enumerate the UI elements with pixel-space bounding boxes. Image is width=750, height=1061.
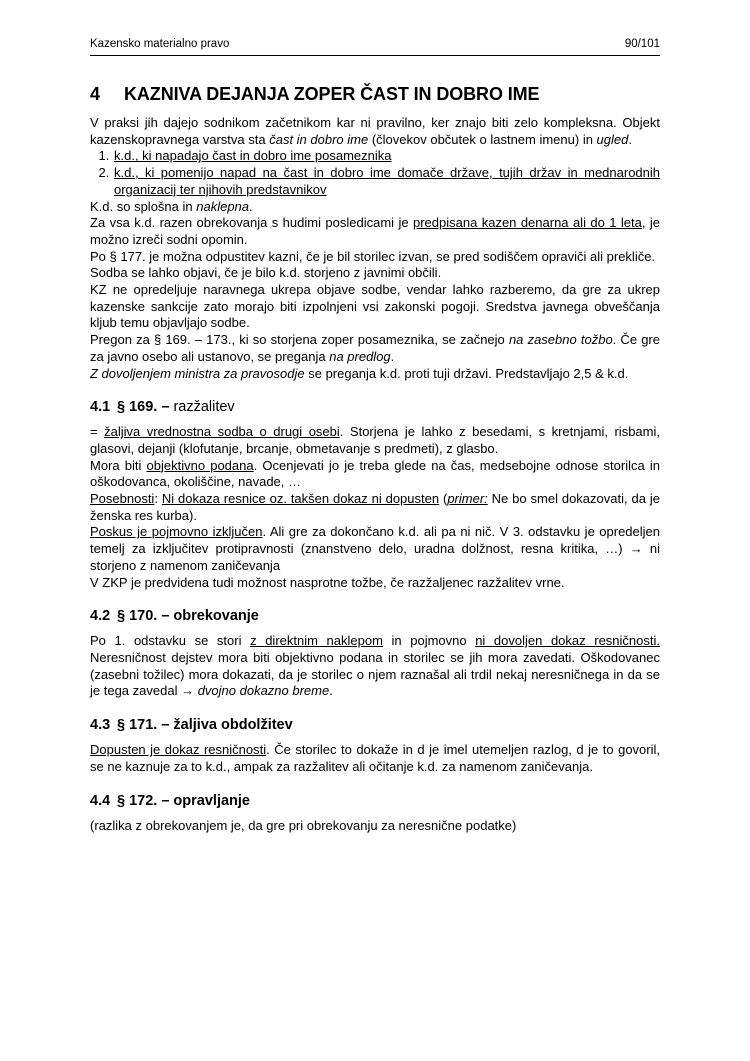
- text-run: in pojmovno: [382, 633, 476, 649]
- document-body: [90, 84, 660, 834]
- heading-number: 4.1: [90, 399, 111, 416]
- text-run: (človekov občutek o lastnem imenu) in: [368, 131, 597, 147]
- text-run: na predlog: [329, 348, 391, 364]
- text-run: Pregon za § 169. – 173., ki so storjena zoper posameznika, se začnejo: [90, 332, 509, 348]
- heading-number: 4: [90, 84, 100, 104]
- heading-number: 4.3: [90, 717, 111, 734]
- paragraph: [90, 491, 660, 524]
- text-run: V ZKP je predvidena tudi možnost nasprotne tožbe, če razžaljenec razžalitev vrne.: [90, 574, 565, 590]
- paragraph: [90, 818, 660, 835]
- text-run: . Če gre za javno osebo ali ustanovo, se preganja: [90, 332, 660, 364]
- text-run: naklepna: [196, 198, 250, 214]
- text-run: .: [390, 348, 395, 364]
- heading-number: 4.4: [90, 792, 111, 809]
- heading-number: 4.2: [90, 608, 111, 625]
- text-run: .: [329, 683, 333, 699]
- text-run: Ne bo smel dokazovati, da je ženska res kurba).: [90, 491, 660, 523]
- text-run: Po 1. odstavku se stori: [90, 633, 251, 649]
- text-run: Mora biti: [90, 457, 147, 473]
- section-heading: [90, 608, 660, 625]
- text-run: . Ali gre za dokončano k.d. ali pa ni nič. V 3. odstavku je opredeljen temelj za izključitev protipravnosti (znanstveno delo, uradna dolžnost, resna kritika, …) → ni storjeno z namenom zaničevanja: [90, 524, 661, 573]
- paragraph: [90, 458, 660, 491]
- text-run: se preganja k.d. proti tuji državi. Predstavljajo 2,5 & k.d.: [304, 365, 629, 381]
- header-title: Kazensko materialno pravo: [90, 38, 230, 50]
- text-run: Posebnosti: [90, 491, 155, 507]
- paragraph: [90, 265, 660, 282]
- text-run: žaljiva vrednostna sodba o drugi osebi: [104, 424, 340, 440]
- chapter-heading: [90, 84, 660, 105]
- list-item: [113, 148, 660, 165]
- text-run: .: [249, 198, 253, 214]
- paragraph: [90, 199, 660, 216]
- text-run: K.d. so splošna in: [90, 198, 197, 214]
- list-item: [113, 165, 660, 198]
- paragraph: [90, 742, 660, 775]
- text-run: k.d., ki pomenijo napad na čast in dobro ime domače države, tujih držav in mednarodnih organizacij ter njihovih predstavnikov: [114, 165, 660, 197]
- text-run: dvojno dokazno breme: [197, 683, 330, 699]
- text-run: Ni dokaza resnice oz. takšen dokaz ni dopusten: [161, 491, 440, 507]
- text-run: (razlika z obrekovanjem je, da gre pri obrekovanju za neresnične podatke): [90, 817, 517, 833]
- text-run: z direktnim naklepom: [250, 633, 383, 649]
- text-run: (: [439, 491, 448, 507]
- text-run: čast in dobro ime: [269, 131, 369, 147]
- text-run: § 172. – opravljanje: [117, 792, 250, 809]
- page-number: 90/101: [624, 38, 660, 50]
- text-run: Po § 177. je možna odpustitev kazni, če je bil storilec izvan, se pred sodiščem opraviči ali prekliče.: [90, 248, 656, 264]
- text-run: KAZNIVA DEJANJA ZOPER ČAST IN DOBRO IME: [124, 84, 540, 104]
- text-run: na zasebno tožbo: [508, 332, 613, 348]
- numbered-list: [90, 148, 660, 198]
- paragraph: [90, 115, 660, 148]
- text-run: Sodba se lahko objavi, če je bilo k.d. storjeno z javnimi občili.: [90, 265, 442, 281]
- text-run: primer:: [447, 491, 488, 507]
- text-run: § 170. – obrekovanje: [117, 608, 259, 625]
- section-heading: [90, 399, 660, 416]
- text-run: . Storjena je lahko z besedami, s kretnjami, risbami, glasovi, dejanji (klofutanje, brcanje, obmetavanje s predmeti), z glasbo.: [90, 424, 660, 456]
- paragraph: [90, 575, 660, 592]
- text-run: .: [628, 131, 632, 147]
- text-run: , je možno izreči sodni opomin.: [90, 215, 661, 247]
- text-run: KZ ne opredeljuje naravnega ukrepa objave sodbe, vendar lahko razberemo, da gre za ukrep kazenske sankcije zato morajo biti izpolnjeni vsi zakonski pogoji. Sredstva javnega obveščanja kljub temu objavljajo sodbe.: [90, 282, 660, 331]
- text-run: ni dovoljen dokaz resničnosti.: [475, 633, 660, 649]
- paragraph: [90, 524, 660, 574]
- paragraph: [90, 282, 660, 332]
- paragraph: [90, 633, 660, 700]
- section-heading: [90, 793, 660, 810]
- section-heading: [90, 717, 660, 734]
- paragraph: [90, 332, 660, 365]
- text-run: =: [90, 424, 105, 440]
- text-run: § 171. – žaljiva obdolžitev: [117, 717, 293, 734]
- text-run: ugled: [596, 131, 629, 147]
- text-run: Za vsa k.d. razen obrekovanja s hudimi posledicami je: [90, 215, 413, 231]
- text-run: predpisana kazen denarna ali do 1 leta: [412, 215, 642, 231]
- text-run: :: [154, 491, 162, 507]
- text-run: . Če storilec to dokaže in d je imel utemeljen razlog, d je to govoril, se ne kaznuje za to k.d., ampak za razžalitev ali očitanje k.d. za namenom zaničevanja.: [90, 742, 660, 774]
- text-run: razžalitev: [173, 399, 235, 416]
- page-header: [90, 38, 660, 56]
- paragraph: [90, 424, 660, 457]
- text-run: Neresničnost dejstev mora biti objektivno podana in storilec se jih mora zavedati. Oškodovanec (zasebni tožilec) mora dokazati, da je storilec o njem raznašal ali trdil nekaj neresničnega in da se je tega zavedal →: [90, 649, 660, 699]
- paragraph: [90, 249, 660, 266]
- text-run: . Ocenjevati jo je treba glede na čas, medsebojne odnose storilca in oškodovanca, okoliščine, navade, …: [90, 457, 661, 490]
- text-run: § 169. –: [117, 399, 174, 416]
- text-run: Z dovoljenjem ministra za pravosodje: [90, 365, 305, 381]
- text-run: Dopusten je dokaz resničnosti: [90, 742, 267, 758]
- text-run: Poskus je pojmovno izključen: [90, 524, 263, 540]
- paragraph: [90, 366, 660, 383]
- text-run: V praksi jih dajejo sodnikom začetnikom kar ni pravilno, ker znajo biti zelo kompleksna. Objekt kazenskopravnega varstva sta: [90, 115, 660, 147]
- text-run: objektivno podana: [146, 457, 254, 473]
- paragraph: [90, 215, 660, 248]
- text-run: k.d., ki napadajo čast in dobro ime posameznika: [114, 148, 392, 164]
